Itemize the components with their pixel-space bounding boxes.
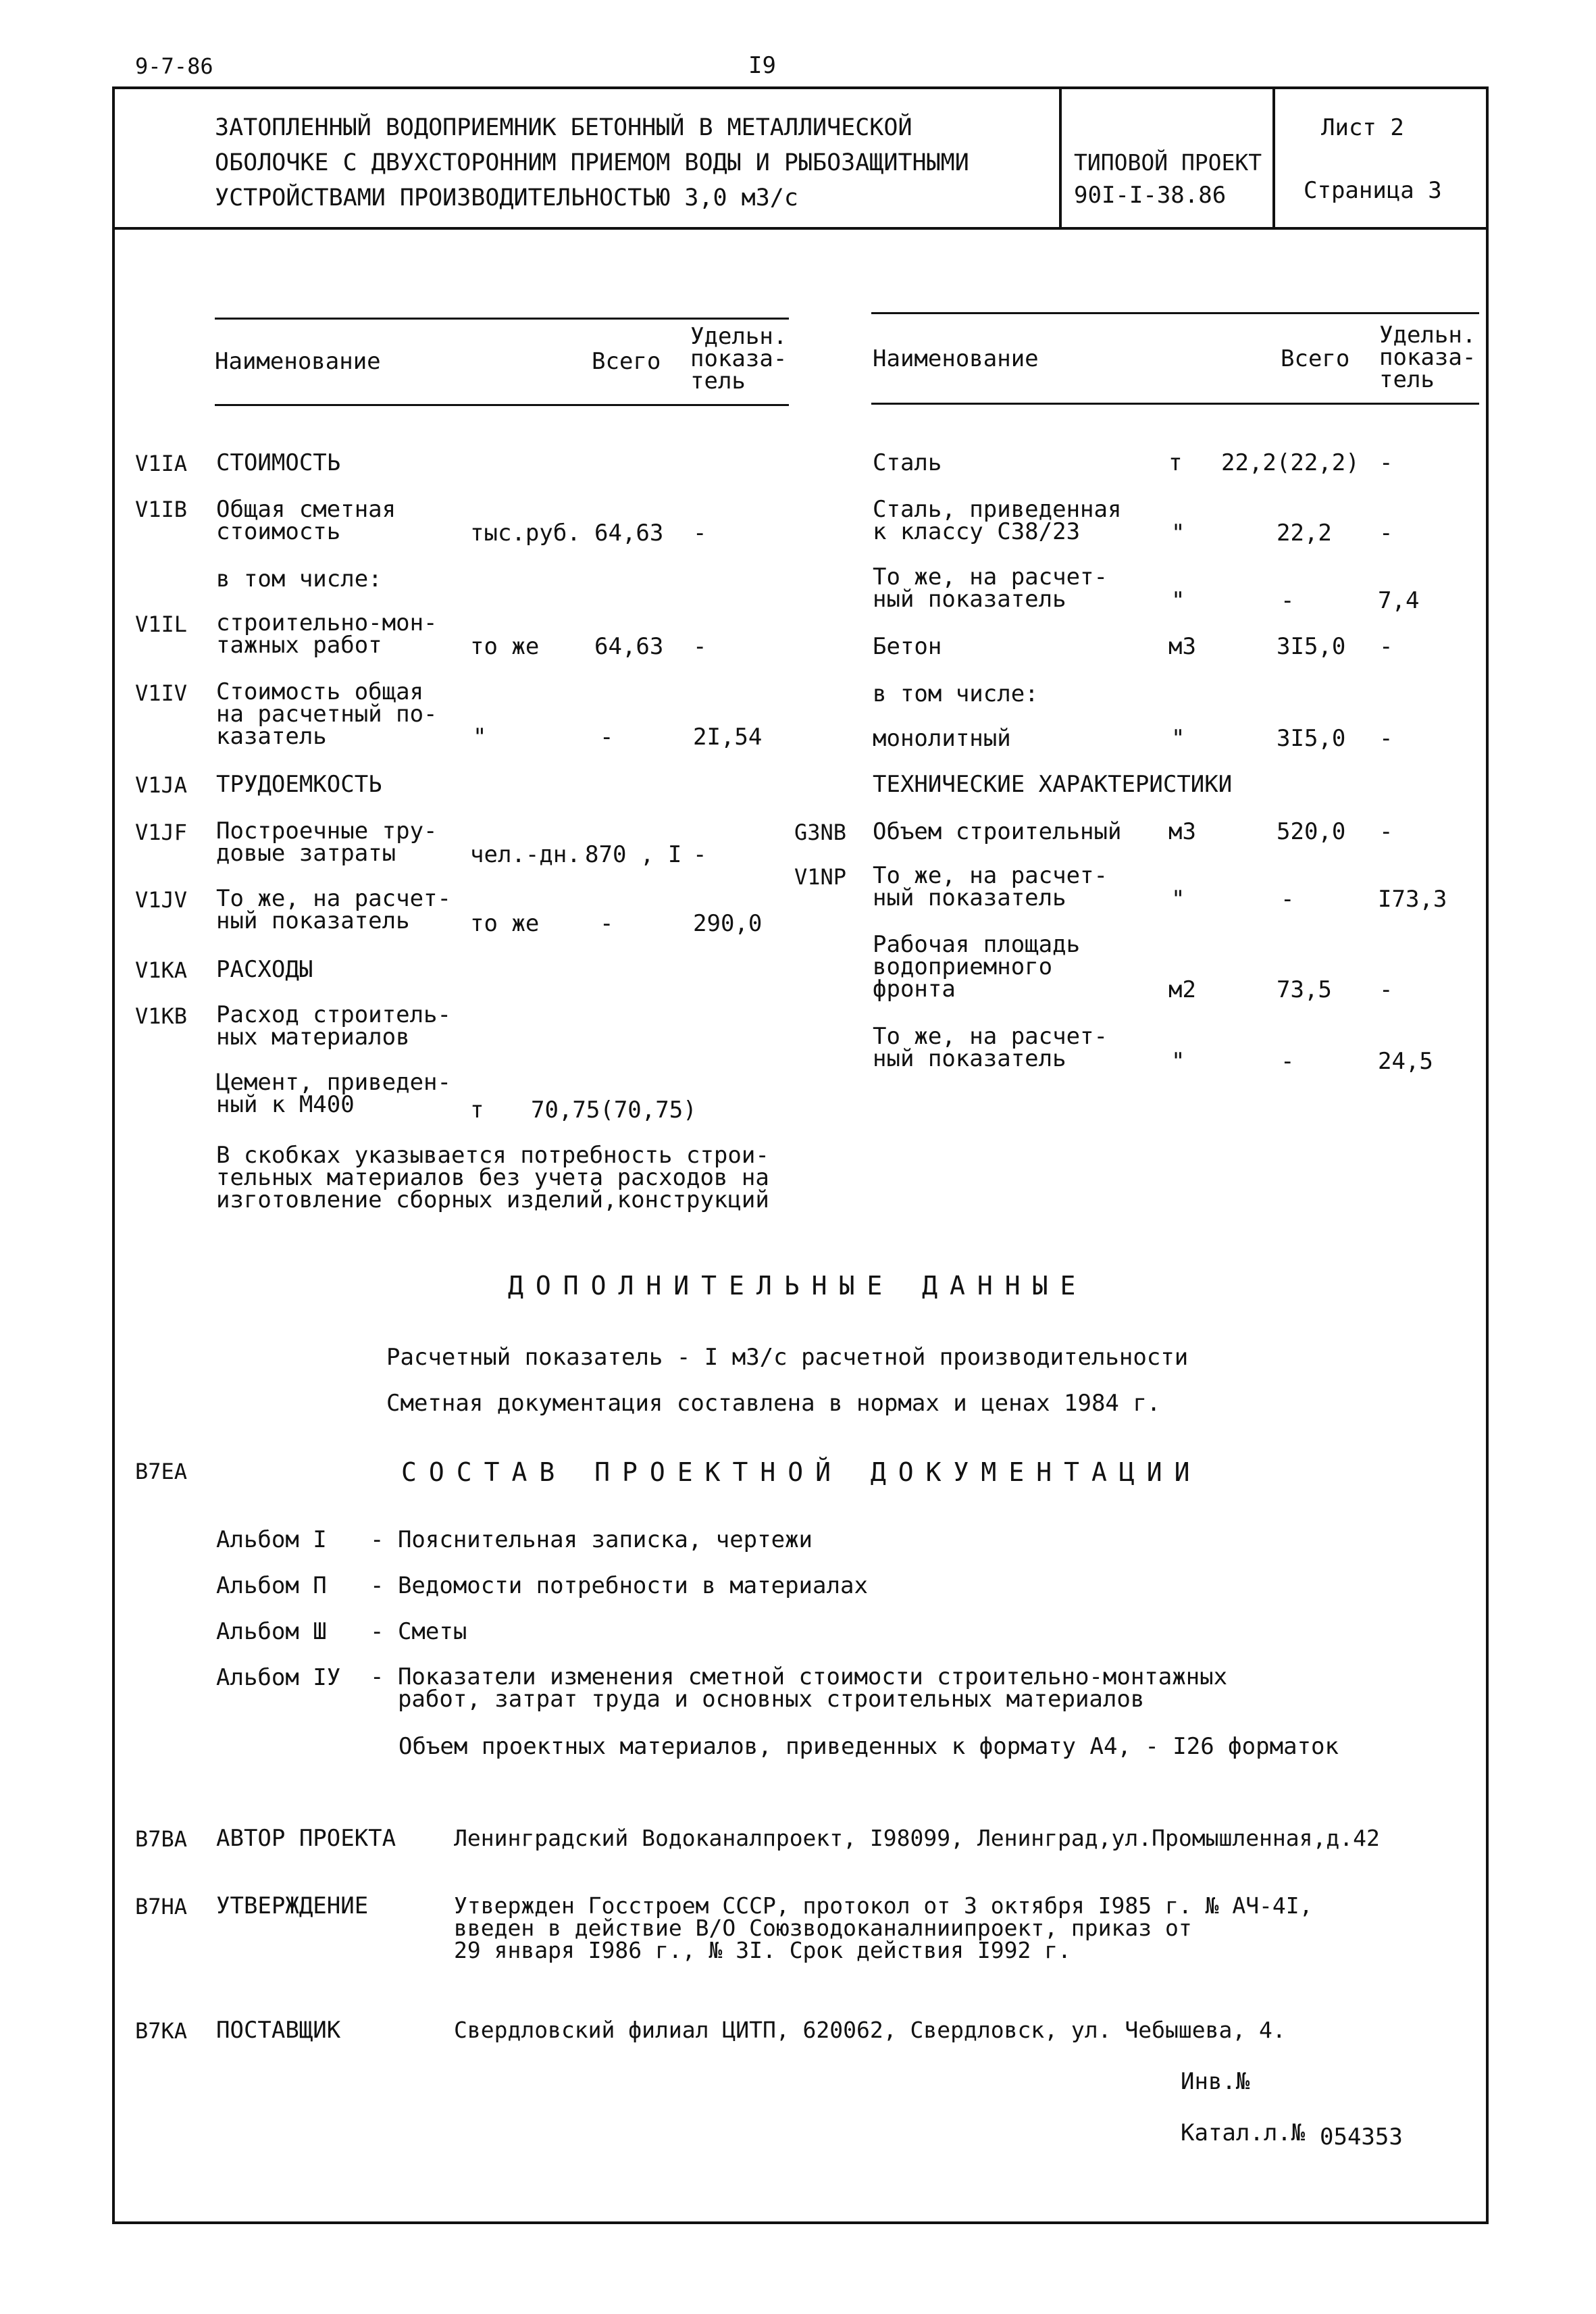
footer-code: B7BA bbox=[135, 1826, 188, 1852]
catalog-label: Катал.л.№ bbox=[1181, 2119, 1306, 2146]
composition-heading: СОСТАВ ПРОЕКТНОЙ ДОКУМЕНТАЦИИ bbox=[401, 1457, 1202, 1487]
sheet-label: Лист 2 bbox=[1321, 114, 1404, 141]
composition-code: B7EA bbox=[135, 1459, 188, 1484]
row-unit: м2 bbox=[1168, 976, 1196, 1003]
page-label: Страница 3 bbox=[1304, 177, 1442, 204]
row-specific: I73,3 bbox=[1378, 886, 1447, 913]
row-specific: 290,0 bbox=[693, 910, 763, 937]
row-name: То же, на расчет- ный показатель bbox=[873, 862, 1108, 911]
row-name: ТРУДОЕМКОСТЬ bbox=[216, 771, 382, 798]
row-name: Цемент, приведен- ный к М400 bbox=[216, 1069, 451, 1118]
left-table-header-rule bbox=[215, 404, 789, 406]
album-text: - Пояснительная записка, чертежи bbox=[370, 1526, 813, 1553]
row-total: 520,0 bbox=[1277, 818, 1346, 845]
album-name: Альбом IУ bbox=[216, 1664, 341, 1691]
left-col-total: Всего bbox=[592, 348, 661, 375]
row-name: Расход строитель- ных материалов bbox=[216, 1001, 451, 1051]
row-code: V1KB bbox=[135, 1003, 188, 1029]
row-name: в том числе: bbox=[873, 680, 1039, 707]
row-name: строительно-мон- тажных работ bbox=[216, 609, 438, 659]
title-divider-1 bbox=[1059, 86, 1062, 230]
row-specific: - bbox=[1379, 725, 1393, 752]
title-line-2: ОБОЛОЧКЕ С ДВУХСТОРОННИМ ПРИЕМОМ ВОДЫ И РЫБОЗАЩИТНЫМИ bbox=[215, 149, 969, 176]
row-code: V1IV bbox=[135, 680, 188, 706]
row-name: Общая сметная стоимость bbox=[216, 496, 396, 545]
inventory-label: Инв.№ bbox=[1181, 2068, 1250, 2095]
project-label: ТИПОВОЙ ПРОЕКТ bbox=[1074, 149, 1262, 176]
row-total: 870 , I bbox=[585, 841, 682, 868]
row-total: 70,75(70,75) bbox=[531, 1097, 697, 1124]
footer-text: Утвержден Госстроем СССР, протокол от 3 октября I985 г. № АЧ-4I, введен в действие В/О Союзводоканалниипроект, приказ от 29 января I986 г., № 3I. Срок действия I992 г. bbox=[454, 1892, 1313, 1963]
row-code: V1JA bbox=[135, 772, 188, 798]
footer-label: ПОСТАВЩИК bbox=[216, 2017, 341, 2044]
row-name: СТОИМОСТЬ bbox=[216, 449, 341, 476]
row-name: То же, на расчет- ный показатель bbox=[873, 563, 1108, 613]
row-unit: то же bbox=[470, 910, 540, 937]
row-name: То же, на расчет- ный показатель bbox=[873, 1023, 1108, 1072]
row-code: V1KA bbox=[135, 957, 188, 983]
additional-line-1: Расчетный показатель - I м3/с расчетной производительности bbox=[386, 1344, 1189, 1371]
row-name: Стоимость общая на расчетный по- казатель bbox=[216, 678, 438, 750]
row-total: - bbox=[600, 724, 614, 751]
row-unit: " bbox=[1171, 725, 1185, 752]
row-unit: т bbox=[1168, 449, 1183, 476]
row-unit: чел.-дн. bbox=[470, 841, 581, 868]
row-name: То же, на расчет- ный показатель bbox=[216, 885, 451, 934]
page-code: 9-7-86 bbox=[135, 53, 213, 79]
row-specific: - bbox=[1379, 633, 1393, 660]
left-table-top-rule bbox=[215, 318, 789, 320]
row-specific: - bbox=[1379, 520, 1393, 547]
album-text: - Ведомости потребности в материалах bbox=[370, 1572, 868, 1599]
footer-code: B7HA bbox=[135, 1894, 188, 1919]
row-name: ТЕХНИЧЕСКИЕ ХАРАКТЕРИСТИКИ bbox=[873, 771, 1233, 798]
row-total: - bbox=[1281, 886, 1295, 913]
row-specific: - bbox=[1379, 449, 1393, 476]
left-note: В скобках указывается потребность строи- тельных материалов без учета расходов на изготовление сборных изделий,конструкций bbox=[216, 1142, 769, 1213]
right-table-header-rule bbox=[871, 403, 1479, 405]
row-unit: " bbox=[1171, 1048, 1185, 1075]
row-total: 22,2 bbox=[1277, 520, 1332, 547]
row-specific: - bbox=[693, 520, 707, 547]
right-col-name: Наименование bbox=[873, 345, 1039, 372]
row-code: V1IA bbox=[135, 451, 188, 476]
row-name: Рабочая площадь водоприемного фронта bbox=[873, 931, 1081, 1003]
row-unit: " bbox=[1171, 886, 1185, 913]
footer-text: Свердловский филиал ЦИТП, 620062, Свердловск, ул. Чебышева, 4. bbox=[454, 2017, 1286, 2043]
row-total: - bbox=[600, 910, 614, 937]
album-text: - Показатели изменения сметной стоимости строительно-монтажных работ, затрат труда и основных строительных материалов bbox=[370, 1663, 1228, 1713]
row-total: - bbox=[1281, 1048, 1295, 1075]
row-name: Объем строительный bbox=[873, 818, 1122, 845]
title-line-3: УСТРОЙСТВАМИ ПРОИЗВОДИТЕЛЬНОСТЬЮ 3,0 м3/с bbox=[215, 184, 798, 211]
catalog-number: 054353 bbox=[1320, 2123, 1403, 2150]
album-name: Альбом I bbox=[216, 1526, 327, 1553]
additional-heading: ДОПОЛНИТЕЛЬНЫЕ ДАННЫЕ bbox=[508, 1271, 1088, 1301]
album-text: - Сметы bbox=[370, 1618, 467, 1645]
footer-code: B7KA bbox=[135, 2018, 188, 2044]
album-name: Альбом П bbox=[216, 1572, 327, 1599]
row-total: 3I5,0 bbox=[1277, 725, 1346, 752]
row-name: Бетон bbox=[873, 633, 942, 660]
row-specific: - bbox=[693, 841, 707, 868]
row-name: Сталь bbox=[873, 449, 942, 476]
row-code: V1IL bbox=[135, 611, 188, 637]
title-line-1: ЗАТОПЛЕННЫЙ ВОДОПРИЕМНИК БЕТОННЫЙ В МЕТАЛЛИЧЕСКОЙ bbox=[215, 114, 912, 141]
row-unit: т bbox=[470, 1097, 484, 1124]
footer-label: УТВЕРЖДЕНИЕ bbox=[216, 1892, 369, 1919]
row-specific: - bbox=[1379, 976, 1393, 1003]
row-unit: м3 bbox=[1168, 818, 1196, 845]
row-unit: " bbox=[1171, 587, 1185, 614]
row-total: 22,2(22,2) bbox=[1221, 449, 1360, 476]
row-total: 64,63 bbox=[594, 633, 664, 660]
right-table-top-rule bbox=[871, 312, 1479, 314]
row-unit: тыс.руб. bbox=[470, 520, 581, 547]
project-number: 90I-I-38.86 bbox=[1074, 182, 1227, 209]
left-col-specific: Удельн. показа- тель bbox=[690, 323, 788, 395]
footer-label: АВТОР ПРОЕКТА bbox=[216, 1825, 396, 1852]
album-name: Альбом Ш bbox=[216, 1618, 327, 1645]
footer-text: Ленинградский Водоканалпроект, I98099, Ленинград,ул.Промышленная,д.42 bbox=[454, 1825, 1380, 1851]
row-name: Построечные тру- довые затраты bbox=[216, 818, 438, 867]
row-specific: 2I,54 bbox=[693, 724, 763, 751]
row-code: V1IB bbox=[135, 497, 188, 522]
row-code: G3NB bbox=[794, 820, 847, 845]
row-unit: " bbox=[1171, 520, 1185, 547]
row-specific: 24,5 bbox=[1378, 1048, 1433, 1075]
right-col-specific: Удельн. показа- тель bbox=[1379, 322, 1476, 393]
volume-line: Объем проектных материалов, приведенных к формату А4, - I26 форматок bbox=[398, 1733, 1339, 1760]
right-col-total: Всего bbox=[1281, 345, 1350, 372]
row-unit: " bbox=[473, 724, 487, 751]
additional-line-2: Сметная документация составлена в нормах и ценах 1984 г. bbox=[386, 1390, 1161, 1417]
row-code: V1NP bbox=[794, 864, 847, 890]
row-total: - bbox=[1281, 587, 1295, 614]
row-total: 3I5,0 bbox=[1277, 633, 1346, 660]
row-total: 73,5 bbox=[1277, 976, 1332, 1003]
row-unit: то же bbox=[470, 633, 540, 660]
title-divider-2 bbox=[1272, 86, 1275, 230]
page-number: I9 bbox=[748, 52, 776, 79]
row-code: V1JF bbox=[135, 820, 188, 845]
row-specific: - bbox=[693, 633, 707, 660]
row-unit: м3 bbox=[1168, 633, 1196, 660]
row-name: в том числе: bbox=[216, 565, 382, 593]
row-specific: 7,4 bbox=[1378, 587, 1420, 614]
row-name: Сталь, приведенная к классу С38/23 bbox=[873, 496, 1122, 545]
row-code: V1JV bbox=[135, 887, 188, 913]
row-name: РАСХОДЫ bbox=[216, 956, 313, 983]
left-col-name: Наименование bbox=[215, 348, 381, 375]
row-specific: - bbox=[1379, 818, 1393, 845]
row-total: 64,63 bbox=[594, 520, 664, 547]
row-name: монолитный bbox=[873, 725, 1011, 752]
